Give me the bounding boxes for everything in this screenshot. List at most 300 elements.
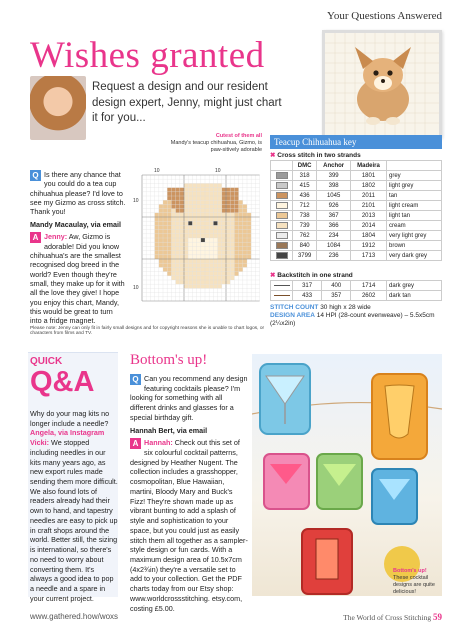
chart-stitch <box>176 204 180 208</box>
chart-stitch <box>167 251 171 255</box>
chart-stitch <box>180 204 184 208</box>
chart-stitch <box>234 188 238 192</box>
chart-stitch <box>243 251 247 255</box>
chart-stitch <box>209 204 213 208</box>
key-cell-name: brown <box>387 241 442 251</box>
chart-stitch <box>192 255 196 259</box>
page-title: Wishes granted <box>30 35 265 76</box>
thread-swatch <box>271 181 293 191</box>
chart-stitch <box>222 280 226 284</box>
chart-stitch <box>201 188 205 192</box>
chart-stitch <box>247 251 251 255</box>
chart-stitch <box>205 213 209 217</box>
chart-stitch <box>213 225 217 229</box>
backstitch-swatch <box>271 291 293 301</box>
letter-question <box>30 170 126 217</box>
chart-stitch <box>205 196 209 200</box>
bottoms-up-answer-lead: Hannah: <box>144 438 173 448</box>
chart-stitch <box>230 230 234 234</box>
chart-stitch <box>230 251 234 255</box>
chart-stitch <box>188 284 192 288</box>
chart-stitch <box>171 200 175 204</box>
chart-stitch <box>192 263 196 267</box>
chart-stitch <box>188 217 192 221</box>
chart-stitch <box>163 213 167 217</box>
chart-stitch <box>218 238 222 242</box>
chart-stitch <box>213 192 217 196</box>
chart-stitch <box>226 192 230 196</box>
chart-stitch <box>209 183 213 187</box>
chart-stitch <box>197 238 201 242</box>
chart-stitch <box>205 276 209 280</box>
key-cell-madeira: 1713 <box>351 251 387 261</box>
backstitch-swatch <box>271 281 293 291</box>
key-back-heading <box>270 271 353 279</box>
chart-stitch <box>197 255 201 259</box>
chart-stitch <box>159 251 163 255</box>
chart-stitch <box>218 200 222 204</box>
chart-stitch <box>155 238 159 242</box>
key-row <box>271 241 442 251</box>
chart-stitch <box>171 230 175 234</box>
swatch-color <box>276 182 288 189</box>
chart-stitch <box>226 272 230 276</box>
key-cell-madeira: 2602 <box>351 291 387 301</box>
quick-qa-answer-lead: Vicki: <box>30 438 50 448</box>
chart-stitch <box>188 230 192 234</box>
chart-stitch <box>184 209 188 213</box>
chart-stitch <box>176 246 180 250</box>
chart-stitch <box>176 280 180 284</box>
chart-stitch <box>167 204 171 208</box>
chart-stitch <box>226 259 230 263</box>
chart-stitch <box>222 255 226 259</box>
chart-stitch <box>226 263 230 267</box>
chart-stitch <box>197 272 201 276</box>
key-cell-dmc: 415 <box>293 181 317 191</box>
chart-stitch <box>197 183 201 187</box>
chart-stitch <box>163 200 167 204</box>
chart-stitch <box>222 238 226 242</box>
chart-stitch <box>155 255 159 259</box>
chart-stitch <box>167 255 171 259</box>
chart-stitch <box>222 272 226 276</box>
chart-stitch <box>218 234 222 238</box>
chart-stitch <box>226 251 230 255</box>
key-cell-dmc: 3799 <box>293 251 317 261</box>
key-cell-name: light cream <box>387 201 442 211</box>
letter-question-text: Is there any chance that you could do a tea cup chihuahua please? I'd love to see my Gizmo as cross stitch. Thank you! <box>30 170 126 217</box>
chart-stitch <box>188 263 192 267</box>
swatch-color <box>276 192 288 199</box>
swatch-color <box>276 172 288 179</box>
chart-stitch <box>171 225 175 229</box>
letter-answer-text: Aw, Gizmo is adorable! Did you know chihuahua's are the smallest recognised dog breed in the world? Even though they're small, they make up for it with all the love they give! I hope you enjoy this chart, Mandy, this would be great to turn into a fridge magnet. <box>30 232 125 326</box>
letter-asker: Mandy Macaulay, via email <box>30 219 121 229</box>
thread-swatch <box>271 241 293 251</box>
chart-stitch <box>243 209 247 213</box>
footer-magazine-name: The World of Cross Stitching <box>343 613 432 622</box>
key-row <box>271 211 442 221</box>
chart-stitch <box>239 267 243 271</box>
chart-stitch <box>163 204 167 208</box>
chart-stitch <box>230 276 234 280</box>
chart-stitch <box>201 238 205 242</box>
q-badge-icon: Q <box>130 374 141 385</box>
chart-stitch <box>205 234 209 238</box>
chart-stitch <box>218 221 222 225</box>
key-row <box>271 221 442 231</box>
chart-stitch <box>226 213 230 217</box>
key-col-madeira: Madeira <box>351 161 387 171</box>
chart-stitch <box>176 230 180 234</box>
chart-stitch <box>155 221 159 225</box>
q-badge-icon: Q <box>30 170 41 181</box>
chart-stitch <box>180 200 184 204</box>
chart-stitch <box>163 230 167 234</box>
chart-stitch <box>205 225 209 229</box>
chart-stitch <box>213 263 217 267</box>
chart-stitch <box>209 242 213 246</box>
chart-stitch <box>218 272 222 276</box>
bottoms-up-title: Bottom's up! <box>130 352 208 368</box>
chart-stitch <box>184 263 188 267</box>
chart-stitch <box>192 217 196 221</box>
thread-swatch <box>271 231 293 241</box>
chart-stitch <box>218 183 222 187</box>
chart-tick-left-lower: 10 <box>133 285 139 291</box>
chart-stitch <box>234 234 238 238</box>
key-cell-name: dark grey <box>387 281 442 291</box>
chart-stitch <box>226 267 230 271</box>
key-cross-heading-text: Cross stitch in two strands <box>277 152 361 159</box>
chart-stitch <box>197 225 201 229</box>
chart-stitch <box>159 259 163 263</box>
key-cell-anchor: 366 <box>317 221 351 231</box>
chart-stitch <box>234 246 238 250</box>
chart-stitch <box>239 200 243 204</box>
chart-stitch <box>188 234 192 238</box>
bottoms-up-answer-text: Check out this set of six colourful cocktail patterns, designed by Heather Nugent. The collection includes a grasshopper, cosmopolitan, Blue Hawaiian, martini, Bloody Mary and Buck's Fizz! They're shown made up as vibrant bunting to add a splash of style and sophistication to your space, but you could just as easily stitch them all together as a sampler-style design or fun cards. With a maximum design area of 10.5x7cm (4x2¾in) they're a versatile set to add to your collection. Get the PDF charts today from our Etsy shop: www.worldcrossstitching. etsy.com, costing £5.00. <box>130 438 248 613</box>
chart-stitch <box>213 238 217 242</box>
chart-stitch <box>226 225 230 229</box>
chart-stitch <box>171 213 175 217</box>
chart-stitch <box>226 204 230 208</box>
chart-stitch <box>218 263 222 267</box>
chart-stitch <box>243 217 247 221</box>
chart-stitch <box>213 204 217 208</box>
chart-stitch <box>218 251 222 255</box>
chihuahua-stitched-photo <box>322 30 442 138</box>
chart-stitch <box>209 284 213 288</box>
chart-stitch <box>192 272 196 276</box>
chart-stitch <box>188 255 192 259</box>
chart-stitch <box>209 200 213 204</box>
chart-stitch <box>188 225 192 229</box>
chart-stitch <box>218 267 222 271</box>
key-col-anchor: Anchor <box>317 161 351 171</box>
chart-stitch <box>188 209 192 213</box>
chart-stitch <box>197 284 201 288</box>
chart-stitch <box>176 263 180 267</box>
chart-stitch <box>209 217 213 221</box>
chart-stitch <box>163 246 167 250</box>
chart-stitch <box>230 255 234 259</box>
chart-stitch <box>176 225 180 229</box>
quick-qa-asker: Angela, via Instagram <box>30 428 105 438</box>
key-back-rows <box>271 281 442 301</box>
chart-stitch <box>201 267 205 271</box>
chart-stitch <box>192 259 196 263</box>
chart-stitch <box>192 221 196 225</box>
swatch-color <box>276 252 288 259</box>
chart-stitch <box>234 204 238 208</box>
chart-stitch <box>159 225 163 229</box>
chart-stitch <box>197 280 201 284</box>
key-col-dmc: DMC <box>293 161 317 171</box>
chart-stitch <box>167 238 171 242</box>
chart-stitch <box>167 217 171 221</box>
swatch-color <box>274 285 290 286</box>
chart-stitch <box>205 238 209 242</box>
thread-swatch <box>271 171 293 181</box>
chart-stitch <box>226 234 230 238</box>
chart-stitch <box>197 246 201 250</box>
chart-stitch <box>222 225 226 229</box>
chart-stitch <box>222 217 226 221</box>
chart-stitch <box>163 267 167 271</box>
design-area-line <box>270 312 442 328</box>
cocktail-illustration <box>252 354 442 596</box>
chart-stitch <box>205 204 209 208</box>
chart-stitch <box>226 246 230 250</box>
chart-stitch <box>180 280 184 284</box>
chart-stitch <box>167 263 171 267</box>
chart-stitch <box>192 267 196 271</box>
chart-stitch <box>222 209 226 213</box>
key-row <box>271 291 442 301</box>
chart-stitch <box>184 230 188 234</box>
chart-stitch <box>171 221 175 225</box>
chart-stitch <box>234 272 238 276</box>
chart-stitch <box>213 255 217 259</box>
chart-stitch <box>205 230 209 234</box>
chart-stitch <box>218 259 222 263</box>
chart-stitch <box>209 246 213 250</box>
chart-stitch <box>192 192 196 196</box>
chart-stitch <box>192 183 196 187</box>
chart-cells <box>155 183 252 288</box>
letter-answer <box>30 232 126 326</box>
swatch-color <box>276 212 288 219</box>
chart-stitch <box>205 259 209 263</box>
chart-stitch <box>159 255 163 259</box>
chart-stitch <box>180 188 184 192</box>
key-cell-dmc: 318 <box>293 171 317 181</box>
chart-stitch <box>209 276 213 280</box>
chart-stitch <box>192 196 196 200</box>
chart-stitch <box>234 196 238 200</box>
chart-stitch <box>176 200 180 204</box>
chart-stitch <box>163 234 167 238</box>
chart-stitch <box>180 196 184 200</box>
chart-stitch <box>176 213 180 217</box>
chart-stitch <box>247 246 251 250</box>
chart-stitch <box>197 234 201 238</box>
chart-stitch <box>247 221 251 225</box>
chart-stitch <box>218 280 222 284</box>
chart-stitch <box>234 217 238 221</box>
key-cell-madeira: 1912 <box>351 241 387 251</box>
chart-stitch <box>167 267 171 271</box>
key-cell-madeira: 1714 <box>351 281 387 291</box>
chart-stitch <box>209 221 213 225</box>
chart-stitch <box>188 259 192 263</box>
chart-stitch <box>184 200 188 204</box>
chart-stitch <box>201 272 205 276</box>
chart-stitch <box>197 217 201 221</box>
chart-grid-svg <box>132 165 262 325</box>
key-cell-dmc: 712 <box>293 201 317 211</box>
chart-stitch <box>171 188 175 192</box>
key-cross-table <box>270 160 442 261</box>
chart-stitch <box>180 234 184 238</box>
photo-caption-title: Bottom's up! <box>393 568 427 574</box>
bottoms-up-body <box>130 374 248 616</box>
chart-stitch <box>213 213 217 217</box>
chart-stitch <box>243 213 247 217</box>
chart-stitch <box>205 183 209 187</box>
chart-stitch <box>239 242 243 246</box>
key-cell-name: very dark grey <box>387 251 442 261</box>
chart-stitch <box>230 188 234 192</box>
chart-stitch <box>230 272 234 276</box>
chart-stitch <box>176 267 180 271</box>
chart-stitch <box>230 213 234 217</box>
chart-stitch <box>209 196 213 200</box>
chart-stitch <box>176 272 180 276</box>
chart-stitch <box>192 280 196 284</box>
chart-stitch <box>159 209 163 213</box>
chart-stitch <box>239 246 243 250</box>
chart-stitch <box>213 284 217 288</box>
chart-stitch <box>155 242 159 246</box>
chart-stitch <box>197 267 201 271</box>
key-cell-anchor: 400 <box>322 281 351 291</box>
chart-stitch <box>180 192 184 196</box>
key-cell-dmc: 739 <box>293 221 317 231</box>
chart-stitch <box>197 276 201 280</box>
key-cell-anchor: 399 <box>317 171 351 181</box>
chart-stitch <box>184 217 188 221</box>
chart-stitch <box>176 209 180 213</box>
a-badge-icon: A <box>130 438 141 449</box>
chart-stitch <box>226 200 230 204</box>
footer-website[interactable]: www.gathered.how/woxs <box>30 612 119 621</box>
design-area-label: DESIGN AREA <box>270 312 315 320</box>
chart-stitch <box>197 251 201 255</box>
chart-stitch <box>230 209 234 213</box>
chart-stitch <box>167 230 171 234</box>
chart-stitch <box>239 209 243 213</box>
chart-stitch <box>247 217 251 221</box>
chart-stitch <box>230 192 234 196</box>
key-col-swatch <box>271 161 293 171</box>
chart-stitch <box>213 259 217 263</box>
quick-qa-answer-text: We stopped including needles in our kits many years ago, as new export rules made sending them more difficult. We also found lots of readers already had their own to hand, and tapestry needles are easy to pick up in craft shops around the world. Better still, the sizing is international, so there's no need to worry about converting them. It's always a good idea to pop a needle and a spare in your current project. <box>30 438 118 603</box>
swatch-color <box>276 222 288 229</box>
chart-stitch <box>213 230 217 234</box>
key-cell-dmc: 317 <box>293 281 322 291</box>
chart-stitch <box>155 234 159 238</box>
letter-answer-lead: Jenny: <box>44 232 68 242</box>
chart-stitch <box>176 251 180 255</box>
chart-stitch <box>192 284 196 288</box>
chart-stitch <box>234 209 238 213</box>
chart-stitch <box>226 280 230 284</box>
chart-stitch <box>167 242 171 246</box>
chart-stitch <box>226 188 230 192</box>
chart-stitch <box>192 246 196 250</box>
chart-stitch <box>159 242 163 246</box>
chart-stitch <box>180 272 184 276</box>
chart-stitch <box>176 238 180 242</box>
cocktail-bunting-photo <box>252 354 442 596</box>
key-cell-madeira: 2013 <box>351 211 387 221</box>
chart-stitch <box>243 255 247 259</box>
chart-stitch <box>171 242 175 246</box>
page-number: 59 <box>433 612 442 622</box>
chart-stitch <box>243 230 247 234</box>
chart-stitch <box>213 209 217 213</box>
chart-tick-left-upper: 10 <box>133 198 139 204</box>
chart-stitch <box>167 221 171 225</box>
key-cell-name: dark tan <box>387 291 442 301</box>
chart-stitch <box>226 230 230 234</box>
chart-stitch <box>188 188 192 192</box>
chart-stitch <box>230 217 234 221</box>
chart-stitch <box>247 225 251 229</box>
chart-stitch <box>205 255 209 259</box>
chart-stitch <box>180 230 184 234</box>
chart-stitch <box>234 225 238 229</box>
chart-stitch <box>222 204 226 208</box>
chart-stitch <box>188 272 192 276</box>
chart-stitch <box>197 213 201 217</box>
chart-stitch <box>180 221 184 225</box>
chart-stitch <box>230 267 234 271</box>
chart-stitch <box>180 238 184 242</box>
chart-stitch <box>243 246 247 250</box>
copyright-note: Please note: Jenny can only fit in fairly small designs and for copyright reasons she is unable to chart logos, or characters from films and TV. <box>30 326 265 336</box>
chart-stitch <box>176 192 180 196</box>
chart-stitch <box>171 196 175 200</box>
chart-stitch <box>197 209 201 213</box>
chart-stitch <box>188 192 192 196</box>
chart-stitch <box>192 242 196 246</box>
chart-stitch <box>239 263 243 267</box>
stitch-count-value: 30 high x 28 wide <box>318 304 371 311</box>
chart-stitch <box>197 196 201 200</box>
chart-stitch <box>188 251 192 255</box>
chart-stitch <box>171 238 175 242</box>
chart-stitch <box>188 242 192 246</box>
chart-stitch <box>247 213 251 217</box>
chart-stitch <box>205 242 209 246</box>
chart-stitch <box>197 242 201 246</box>
chart-stitch <box>163 238 167 242</box>
chart-stitch <box>230 234 234 238</box>
